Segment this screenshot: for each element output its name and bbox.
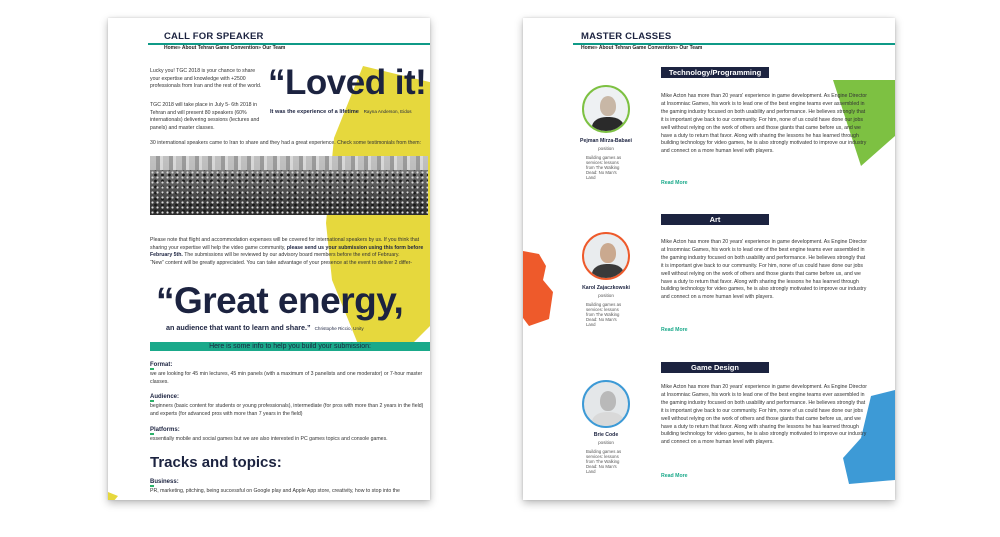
testimonial-quote-1: “Loved it! [268,63,427,102]
submission-notice [150,237,430,267]
page-title: CALL FOR SPEAKER [164,31,264,42]
business-heading [150,479,179,487]
intro-paragraph-1: Lucky you! TGC 2018 is your chance to share your expertise and knowledge with +2500 professionals from Iran and the rest of the world. [150,68,262,90]
speaker-3-read-more-link[interactable]: Read More [661,473,688,479]
audience-text: beginners (basic content for students or young professionals), intermediate (for pros with more than 2 years in the field) and experts (for advanced pros with more than 7 years in the field) [150,403,424,417]
speaker-3-bio: Mike Acton has more than 20 years' experience in game development. As Engine Director at Insomniac Games, his work is to lead one of the best engine teams ever assembled in the gaming industry focused on both usability and performance. He believes strongly that it is important give back to our community. For him, none of us could have done our jobs well without relying on the work of others and those giants that came before us, and we have a duty to return that favor. Along with sharing the lessons he has learned through building technology for video games, he is also strongly motivated to improve our industry and connect on a more human level with players. [661,384,868,446]
notice-text-2: The submissions will be reviewed by our advisory board members before the end of February. [184,252,400,259]
speaker-3-name: Brie Code [593,432,619,438]
speaker-2-avatar [582,232,630,280]
speaker-1-name: Pejman Mirza-Babaei [580,138,632,144]
category-art: Art [661,214,769,225]
conference-audience-photo [150,156,428,215]
speaker-2-position: position [598,293,614,298]
speaker-3-position: position [598,440,614,445]
speaker-1-read-more-link[interactable]: Read More [661,180,688,186]
intro-paragraph-3: 30 international speakers came to Iran to share and they had a great experience. Check some testimonials from them: [150,140,422,146]
notice-text-3: “New” content will be greatly appreciated. You can take advantage of your presence at the event to deliver 2 differ- [150,259,413,266]
platforms-initial: P [150,427,155,433]
speaker-2-bio: Mike Acton has more than 20 years' experience in game development. As Engine Director at Insomniac Games, his work is to lead one of the best engine teams ever assembled in the gaming industry focused on both usability and performance. He believes strongly that it is important give back to our community. For him, none of us could have done our jobs well without relying on the work of others and those giants that came before us, and we have a duty to return that favor. Along with sharing the lessons he has learned through building technology for video games, he is also strongly motivated to improve our industry and connect on a more human level with players. [661,239,868,301]
platforms-label: latforms: [154,427,180,433]
testimonial-1-author: Rayna Anderson, Eidos [363,109,412,114]
speaker-1-avatar [582,85,630,133]
audience-heading [150,394,179,402]
breadcrumb[interactable]: Home» About Tehran Game Convention» Our Team [581,45,703,51]
testimonial-2-author: Christophe Riccio, Unity [314,326,364,331]
call-for-speaker-page [108,18,430,500]
speaker-2-name: Karol Zajaczkowski [582,285,630,291]
speaker-2-talk: Building games as services: lessons from The Walking Dead: No Man's Land [586,302,622,327]
category-game-design: Game Design [661,362,769,373]
platforms-heading [150,427,180,435]
platforms-text: essentially mobile and social games but we are also interested in PC games topics and console games. [150,436,388,442]
testimonial-1-text: It was the experience of a lifetime [270,109,359,115]
breadcrumb[interactable]: Home» About Tehran Game Convention» Our Team [164,45,286,51]
master-classes-page [523,18,895,500]
info-banner: Here is some info to help you build your submission: [150,342,430,351]
speaker-1-position: position [598,146,614,151]
format-text: we are looking for 45 min lectures, 45 min panels (with a maximum of 3 panelists and one moderator) or 7-hour master classes. [150,371,423,385]
speaker-3-avatar [582,380,630,428]
testimonial-subline-2 [166,323,364,332]
testimonial-2-text: an audience that want to learn and share.” [166,323,311,332]
format-initial: F [150,362,154,368]
tracks-heading: Tracks and topics: [150,454,282,471]
notice-deadline: please send us your submission using this form before February 5th. [150,244,424,259]
category-technology-programming: Technology/Programming [661,67,769,78]
business-label: usiness: [154,479,179,485]
testimonial-quote-2: “Great energy, [156,280,404,321]
intro-paragraph-2: TGC 2018 will take place in July 5- 6th 2018 in Tehran and will present 80 speakers (60% internationals) delivering sessions (lectures and panels) and master classes. [150,102,260,131]
format-label: ormat: [153,362,173,368]
business-initial: B [150,479,155,485]
speaker-3-talk: Building games as services: lessons from The Walking Dead: No Man's Land [586,449,622,474]
testimonial-subline-1 [270,109,412,115]
notice-text-1: Please note that flight and accommodation expenses will be covered for international speakers by us. If you think that sharing your expertise will help the video game community, [150,237,420,251]
audience-initial: A [150,394,155,400]
speaker-1-talk: Building games as services: lessons from The Walking Dead: No Man's Land [586,155,622,180]
speaker-1-bio: Mike Acton has more than 20 years' experience in game development. As Engine Director at Insomniac Games, his work is to lead one of the best engine teams ever assembled in the gaming industry focused on both usability and performance. He believes strongly that it is important give back to our community. For him, none of us could have done our jobs well without relying on the work of others and those giants that came before us, and we have a duty to return that favor. Along with sharing the lessons he has learned through building technology for video games, he is also strongly motivated to improve our industry and connect on a more human level with players. [661,93,868,155]
audience-label: udience: [154,394,180,400]
speaker-2-read-more-link[interactable]: Read More [661,327,688,333]
business-text: PR, marketing, pitching, being successful on Google play and Apple App store, creativity, how to stop into the [150,488,400,494]
page-title: MASTER CLASSES [581,31,672,42]
format-heading [150,362,172,370]
